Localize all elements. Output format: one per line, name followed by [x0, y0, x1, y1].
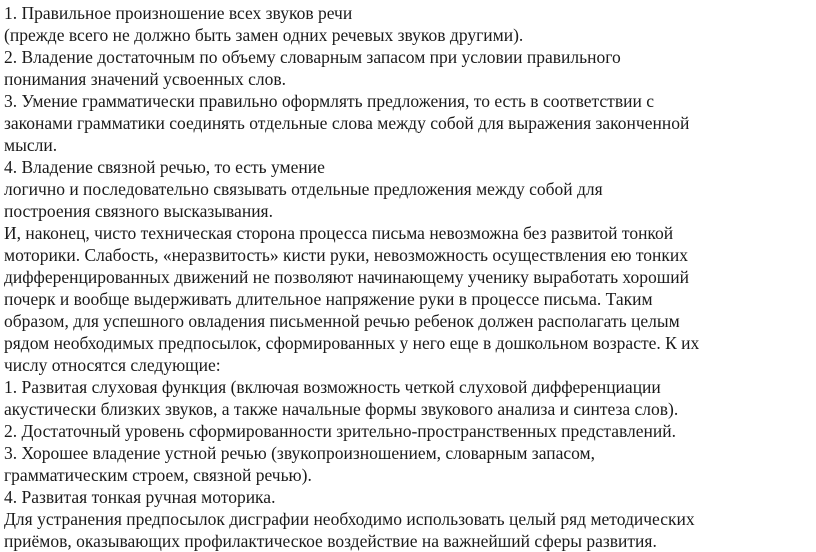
text-line: 2. Достаточный уровень сформированности зрительно-пространственных представлений.: [4, 421, 677, 441]
text-line: образом, для успешного овладения письменной речью ребенок должен располагать целым: [4, 311, 680, 331]
text-line: (прежде всего не должно быть замен одних речевых звуков другими).: [4, 25, 524, 45]
text-line: Для устранения предпосылок дисграфии необходимо использовать целый ряд методических: [4, 509, 695, 529]
text-line: моторики. Слабость, «неразвитость» кисти руки, невозможность осуществления ею тонких: [4, 245, 688, 265]
text-line: 1. Правильное произношение всех звуков речи: [4, 3, 353, 23]
text-line: построения связного высказывания.: [4, 201, 273, 221]
text-line: логично и последовательно связывать отдельные предложения между собой для: [4, 179, 603, 199]
text-line: грамматическим строем, связной речью).: [4, 465, 312, 485]
text-line: акустически близких звуков, а также начальные формы звукового анализа и синтеза слов).: [4, 399, 679, 419]
text-line: мысли.: [4, 135, 58, 155]
text-line: 3. Умение грамматически правильно оформлять предложения, то есть в соответствии с: [4, 91, 654, 111]
text-line: 2. Владение достаточным по объему словарным запасом при условии правильного: [4, 47, 621, 67]
text-line: числу относятся следующие:: [4, 355, 221, 375]
text-line: почерк и вообще выдерживать длительное напряжение руки в процессе письма. Таким: [4, 289, 653, 309]
text-line: рядом необходимых предпосылок, сформированных у него еще в дошкольном возрасте. К их: [4, 333, 700, 353]
text-line: 1. Развитая слуховая функция (включая возможность четкой слуховой дифференциации: [4, 377, 661, 397]
text-line: понимания значений усвоенных слов.: [4, 69, 286, 89]
text-line: 4. Владение связной речью, то есть умение: [4, 157, 325, 177]
text-line: законами грамматики соединять отдельные слова между собой для выражения законченной: [4, 113, 690, 133]
text-line: приёмов, оказывающих профилактическое воздействие на важнейший сферы развития.: [4, 531, 657, 551]
text-line: 4. Развитая тонкая ручная моторика.: [4, 487, 276, 507]
text-line: 3. Хорошее владение устной речью (звукопроизношением, словарным запасом,: [4, 443, 596, 463]
text-line: дифференцированных движений не позволяют начинающему ученику выработать хороший: [4, 267, 689, 287]
text-line: И, наконец, чисто техническая сторона процесса письма невозможна без развитой тонкой: [4, 223, 674, 243]
